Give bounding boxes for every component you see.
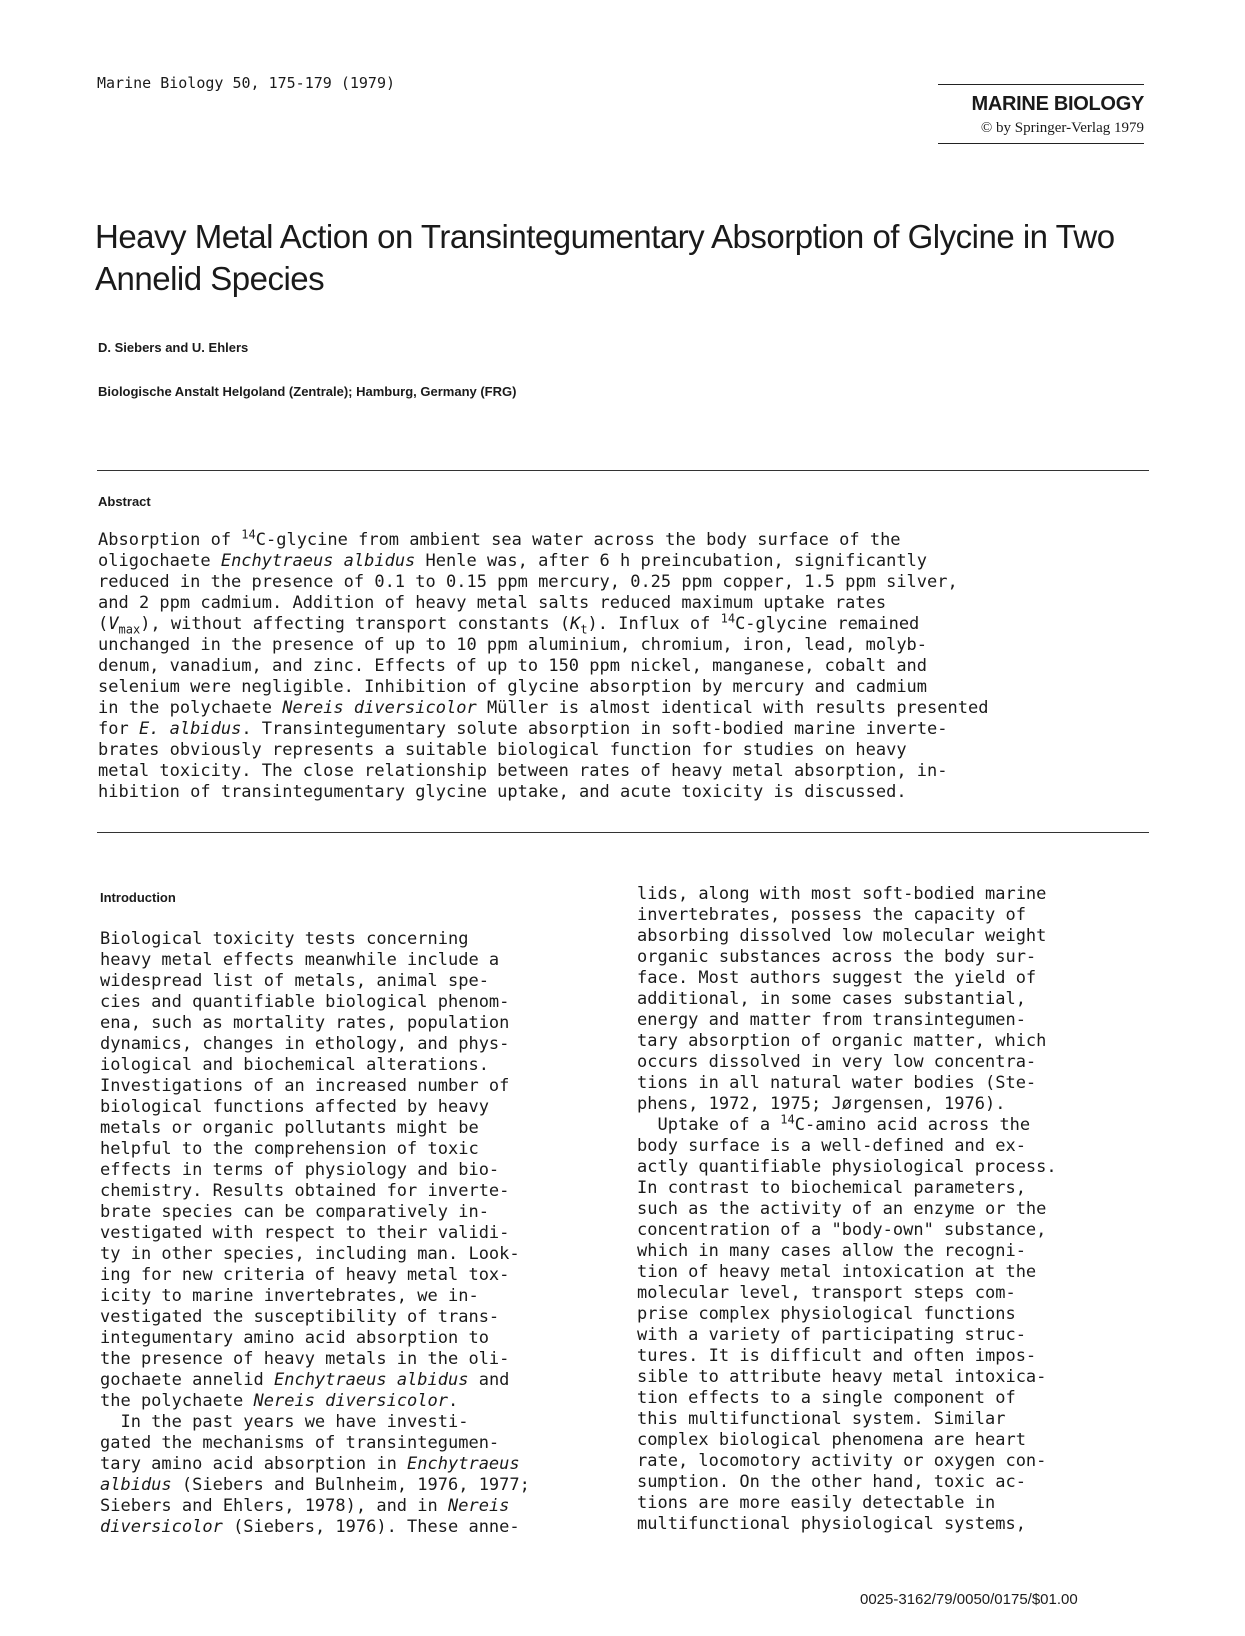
text-line: tions in all natural water bodies (Ste- xyxy=(637,1073,1037,1093)
journal-copyright: © by Springer-Verlag 1979 xyxy=(980,120,1144,136)
text-line: metals or organic pollutants might be xyxy=(100,1118,479,1138)
text-line: selenium were negligible. Inhibition of glycine absorption by mercury and cadmium xyxy=(98,677,928,697)
text-line: reduced in the presence of 0.1 to 0.15 ppm mercury, 0.25 ppm copper, 1.5 ppm silver, xyxy=(98,572,958,592)
text-line: heavy metal effects meanwhile include a xyxy=(100,950,500,970)
text-line: biological functions affected by heavy xyxy=(100,1097,489,1117)
introduction-left-column xyxy=(100,929,530,1538)
text-line: ty in other species, including man. Look- xyxy=(100,1244,520,1264)
text-line: this multifunctional system. Similar xyxy=(637,1409,1006,1429)
text-line: ing for new criteria of heavy metal tox- xyxy=(100,1265,510,1285)
text-line: invertebrates, possess the capacity of xyxy=(637,905,1026,925)
journal-name: MARINE BIOLOGY xyxy=(971,93,1144,115)
text-line: integumentary amino acid absorption to xyxy=(100,1328,489,1348)
introduction-heading: Introduction xyxy=(100,890,176,905)
text-line: lids, along with most soft-bodied marine xyxy=(637,884,1047,904)
text-line: actly quantifiable physiological process. xyxy=(637,1157,1057,1177)
text-line: the presence of heavy metals in the oli- xyxy=(100,1349,510,1369)
text-line: effects in terms of physiology and bio- xyxy=(100,1160,500,1180)
text-line: vestigated the susceptibility of trans- xyxy=(100,1307,500,1327)
text-line: brates obviously represents a suitable biological function for studies on heavy xyxy=(98,740,907,760)
text-line: body surface is a well-defined and ex- xyxy=(637,1136,1026,1156)
text-line: the polychaete Nereis diversicolor. xyxy=(100,1391,459,1411)
text-line: gated the mechanisms of transintegumen- xyxy=(100,1433,500,1453)
text-line: energy and matter from transintegumen- xyxy=(637,1010,1026,1030)
text-line: occurs dissolved in very low concentra- xyxy=(637,1052,1037,1072)
text-line: tion of heavy metal intoxication at the xyxy=(637,1262,1037,1282)
text-line: additional, in some cases substantial, xyxy=(637,989,1026,1009)
text-line: Uptake of a $^{14}$C-amino acid across the xyxy=(637,1112,1031,1135)
text-line: in the polychaete Nereis diversicolor Müller is almost identical with results presented xyxy=(98,698,989,718)
text-line: gochaete annelid Enchytraeus albidus and xyxy=(100,1370,510,1390)
abstract-bottom-rule xyxy=(97,832,1149,833)
text-line: tures. It is difficult and often impos- xyxy=(637,1346,1037,1366)
text-line: sible to attribute heavy metal intoxica- xyxy=(637,1367,1047,1387)
text-line: and 2 ppm cadmium. Addition of heavy metal salts reduced maximum uptake rates xyxy=(98,593,887,613)
text-line: for E. albidus. Transintegumentary solute absorption in soft-bodied marine inverte- xyxy=(98,719,948,739)
text-line: rate, locomotory activity or oxygen con- xyxy=(637,1451,1047,1471)
text-line: oligochaete Enchytraeus albidus Henle was, after 6 h preincubation, significantly xyxy=(98,551,928,571)
text-line: vestigated with respect to their validi- xyxy=(100,1223,510,1243)
text-line: unchanged in the presence of up to 10 ppm aluminium, chromium, iron, lead, molyb- xyxy=(98,635,928,655)
text-line: complex biological phenomena are heart xyxy=(637,1430,1026,1450)
abstract-top-rule xyxy=(97,470,1149,471)
text-line: diversicolor (Siebers, 1976). These anne- xyxy=(100,1517,520,1537)
text-line: sumption. On the other hand, toxic ac- xyxy=(637,1472,1026,1492)
abstract-heading: Abstract xyxy=(98,494,151,509)
text-line: metal toxicity. The close relationship between rates of heavy metal absorption, in- xyxy=(98,761,948,781)
text-line: tions are more easily detectable in xyxy=(637,1493,996,1513)
text-line: hibition of transintegumentary glycine uptake, and acute toxicity is discussed. xyxy=(98,782,907,802)
citation: Marine Biology 50, 175-179 (1979) xyxy=(97,74,396,92)
text-line: multifunctional physiological systems, xyxy=(637,1514,1026,1534)
text-line: prise complex physiological functions xyxy=(637,1304,1016,1324)
text-line: In the past years we have investi- xyxy=(100,1412,469,1432)
introduction-right-column xyxy=(637,884,1057,1535)
text-line: chemistry. Results obtained for inverte- xyxy=(100,1181,510,1201)
text-line: cies and quantifiable biological phenom- xyxy=(100,992,510,1012)
text-line: organic substances across the body sur- xyxy=(637,947,1037,967)
text-line: In contrast to biochemical parameters, xyxy=(637,1178,1026,1198)
text-line: helpful to the comprehension of toxic xyxy=(100,1139,479,1159)
text-line: tary absorption of organic matter, which xyxy=(637,1031,1047,1051)
text-line: such as the activity of an enzyme or the xyxy=(637,1199,1047,1219)
affiliation: Biologische Anstalt Helgoland (Zentrale); Hamburg, Germany (FRG) xyxy=(98,384,517,399)
text-line: Biological toxicity tests concerning xyxy=(100,929,469,949)
text-line: face. Most authors suggest the yield of xyxy=(637,968,1037,988)
text-line: albidus (Siebers and Bulnheim, 1976, 1977; xyxy=(100,1475,530,1495)
text-line: iological and biochemical alterations. xyxy=(100,1055,489,1075)
text-line: Investigations of an increased number of xyxy=(100,1076,510,1096)
text-line: Siebers and Ehlers, 1978), and in Nereis xyxy=(100,1496,510,1516)
article-title: Heavy Metal Action on Transintegumentary Absorption of Glycine in Two Annelid Species xyxy=(95,218,1115,297)
abstract-body xyxy=(98,527,1158,803)
text-line: brate species can be comparatively in- xyxy=(100,1202,489,1222)
text-line: which in many cases allow the recogni- xyxy=(637,1241,1026,1261)
text-line: dynamics, changes in ethology, and phys- xyxy=(100,1034,510,1054)
text-line: with a variety of participating struc- xyxy=(637,1325,1026,1345)
text-line: absorbing dissolved low molecular weight xyxy=(637,926,1047,946)
text-line: $(V_{max})$, without affecting transport constants $(K_t)$. Influx of $^{14}$C-glycine remained xyxy=(98,611,920,637)
text-line: molecular level, transport steps com- xyxy=(637,1283,1016,1303)
journal-masthead xyxy=(938,84,1144,144)
text-line: Absorption of $^{14}$C-glycine from ambient sea water across the body surface of the xyxy=(98,527,901,550)
text-line: tary amino acid absorption in Enchytraeus xyxy=(100,1454,520,1474)
text-line: concentration of a "body-own" substance, xyxy=(637,1220,1047,1240)
article-code: 0025-3162/79/0050/0175/$01.00 xyxy=(860,1591,1078,1608)
text-line: tion effects to a single component of xyxy=(637,1388,1016,1408)
text-line: ena, such as mortality rates, population xyxy=(100,1013,510,1033)
text-line: phens, 1972, 1975; Jørgensen, 1976). xyxy=(637,1094,1006,1114)
authors: D. Siebers and U. Ehlers xyxy=(98,340,249,355)
text-line: icity to marine invertebrates, we in- xyxy=(100,1286,479,1306)
text-line: widespread list of metals, animal spe- xyxy=(100,971,489,991)
text-line: denum, vanadium, and zinc. Effects of up to 150 ppm nickel, manganese, cobalt and xyxy=(98,656,928,676)
